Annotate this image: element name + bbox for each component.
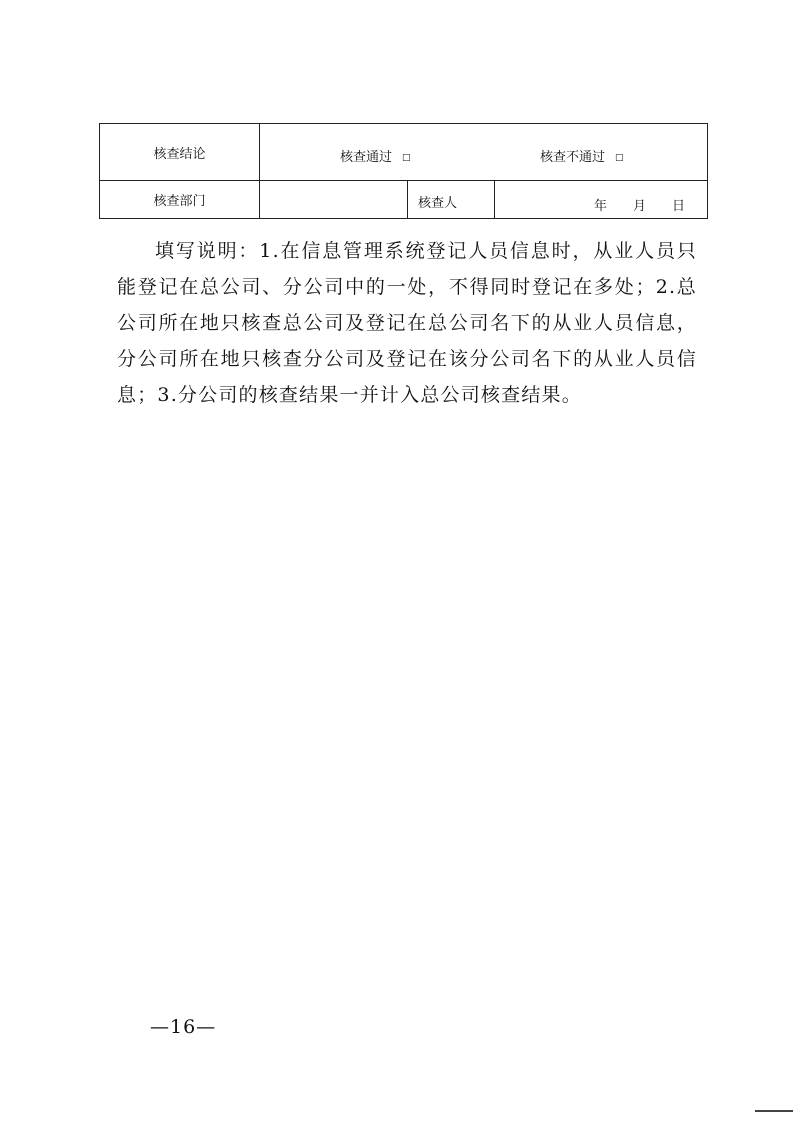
department-field[interactable]: [260, 181, 408, 219]
scan-edge-mark: [755, 1110, 793, 1112]
date-labels: [594, 195, 685, 214]
pass-checkbox[interactable]: □: [402, 153, 411, 163]
inspector-label: 核查人: [418, 196, 458, 211]
conclusion-label: 核查结论: [100, 124, 260, 181]
date-year-label: 年: [593, 199, 607, 214]
fail-checkbox[interactable]: □: [615, 153, 624, 163]
fail-label: 核查不通过: [540, 150, 606, 165]
fill-instructions: 填写说明：1.在信息管理系统登记人员信息时，从业人员只能登记在总公司、分公司中的一处，不得同时登记在多处；2.总公司所在地只核查总公司及登记在总公司名下的从业人员信息，分公司所在地只核查分公司及登记在该分公司名下的从业人员信息；3.分公司的核查结果一并计入总公司核查结果。: [117, 240, 697, 406]
page-number: —16—: [150, 1016, 217, 1038]
verification-table: [99, 123, 708, 219]
conclusion-row: [100, 124, 708, 181]
conclusion-options: [260, 124, 708, 181]
fail-option[interactable]: [540, 146, 624, 165]
department-row: [100, 181, 708, 219]
date-day-label: 日: [672, 199, 686, 214]
inspector-label-cell: [408, 181, 495, 219]
pass-option[interactable]: [340, 146, 411, 165]
pass-label: 核查通过: [340, 150, 393, 165]
inspector-date-field[interactable]: [495, 181, 708, 219]
department-label: 核查部门: [100, 181, 260, 219]
date-month-label: 月: [632, 199, 646, 214]
